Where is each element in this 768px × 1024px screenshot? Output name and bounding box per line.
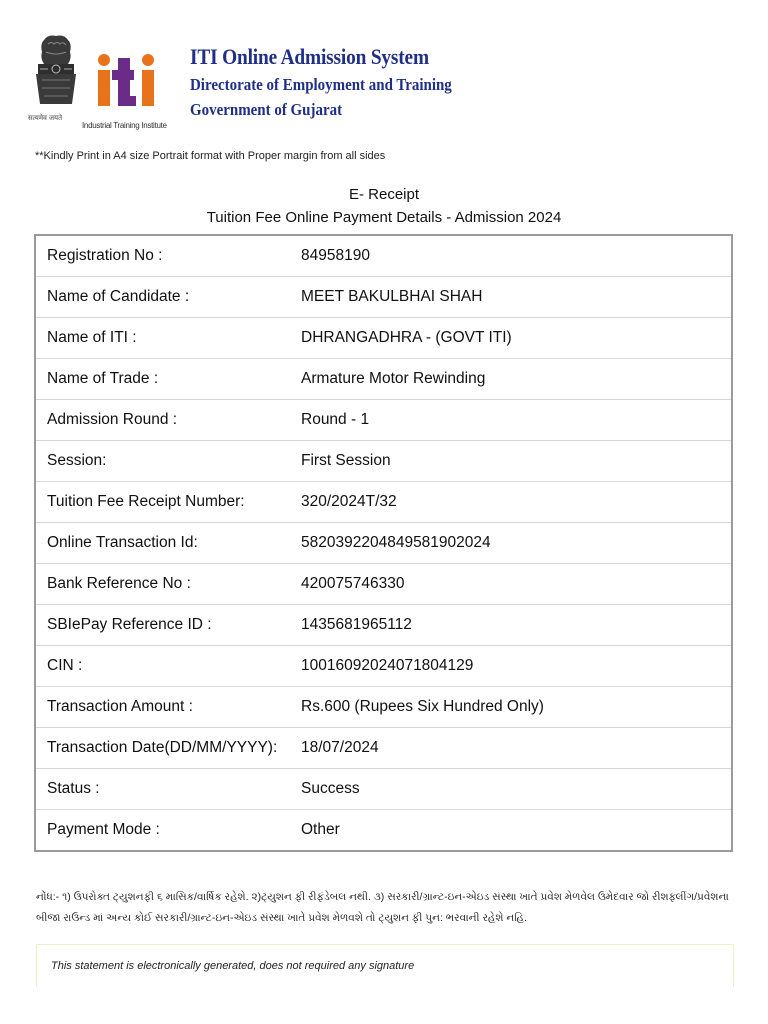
table-row <box>35 318 732 359</box>
row-value: 320/2024T/32 <box>290 482 732 523</box>
row-value: 5820392204849581902024 <box>290 523 732 564</box>
table-row <box>35 359 732 400</box>
national-emblem <box>30 34 82 124</box>
directorate-title: Directorate of Employment and Training <box>190 75 452 94</box>
row-value: DHRANGADHRA - (GOVT ITI) <box>290 318 732 359</box>
row-label: SBIePay Reference ID : <box>35 605 290 646</box>
ashoka-emblem-icon <box>30 34 82 114</box>
row-label: Transaction Date(DD/MM/YYYY): <box>35 728 290 769</box>
row-label: Payment Mode : <box>47 821 160 838</box>
table-row <box>35 400 732 441</box>
table-row <box>35 810 732 852</box>
row-value: First Session <box>290 441 732 482</box>
government-title: Government of Gujarat <box>190 100 343 119</box>
table-row <box>35 769 732 810</box>
row-value: 84958190 <box>290 235 732 277</box>
table-row <box>35 605 732 646</box>
row-value: 1435681965112 <box>290 605 732 646</box>
payment-details-table <box>34 234 733 852</box>
iti-logo-icon <box>88 52 188 118</box>
row-label: Bank Reference No : <box>35 564 290 605</box>
table-row <box>35 646 732 687</box>
table-row <box>35 235 732 277</box>
table-row <box>35 564 732 605</box>
row-value: Armature Motor Rewinding <box>290 359 732 400</box>
row-label: Name of Candidate : <box>35 277 290 318</box>
row-label: Tuition Fee Receipt Number: <box>35 482 290 523</box>
footer-statement-box <box>36 944 734 987</box>
gujarati-note: નોંધ:- ૧) ઉપરોક્ત ટ્યુશનફી ૬ માસિક/વાર્ષિક રહેશે. ૨)ટ્યુશન ફી રીફંડેબલ નથી. ૩) સરકારી/ગ્રાન્ટ-ઇન-એઇડ સંસ્થા ખાતે પ્રવેશ મેળવેલ ઉમેદવાર જો રીશફ્લીંગ/પ્રવેશના બીજા રાઉન્ડ માં અન્ય કોઈ સરકારી/ગ્રાન્ટ-ઇન-એઇડ સંસ્થા ખાતે પ્રવેશ મેળવશે તો ટ્યુશન ફી પુન: ભરવાની રહેશે નહિ. <box>36 891 729 924</box>
page-header <box>30 34 750 134</box>
row-label: CIN : <box>35 646 290 687</box>
logo-caption: Industrial Training Institute <box>82 121 167 130</box>
row-value: 420075746330 <box>290 564 732 605</box>
table-row <box>35 687 732 728</box>
row-label: Session: <box>35 441 290 482</box>
table-row <box>35 523 732 564</box>
receipt-heading: E- Receipt <box>348 186 420 203</box>
table-row <box>35 728 732 769</box>
row-value: Other <box>301 821 340 838</box>
emblem-motto: सत्यमेव जयते <box>28 115 63 122</box>
row-value: 18/07/2024 <box>290 728 732 769</box>
print-note: **Kindly Print in A4 size Portrait format with Proper margin from all sides <box>35 150 386 162</box>
table-row <box>35 441 732 482</box>
row-label: Admission Round : <box>35 400 290 441</box>
row-value: MEET BAKULBHAI SHAH <box>290 277 732 318</box>
table-row <box>35 482 732 523</box>
row-value: Round - 1 <box>290 400 732 441</box>
row-label: Name of Trade : <box>35 359 290 400</box>
receipt-subheading: Tuition Fee Online Payment Details - Admission 2024 <box>206 209 562 226</box>
table-row <box>35 277 732 318</box>
row-value: 10016092024071804129 <box>290 646 732 687</box>
system-title: ITI Online Admission System <box>190 44 429 69</box>
row-label: Registration No : <box>35 235 290 277</box>
row-value: Rs.600 (Rupees Six Hundred Only) <box>290 687 732 728</box>
row-label: Name of ITI : <box>35 318 290 359</box>
row-label: Online Transaction Id: <box>35 523 290 564</box>
footer-statement: This statement is electronically generated, does not required any signature <box>51 960 415 972</box>
row-value: Success <box>290 769 732 810</box>
row-label: Status : <box>35 769 290 810</box>
row-label: Transaction Amount : <box>35 687 290 728</box>
header-titles <box>190 44 487 120</box>
iti-logo <box>82 52 188 132</box>
